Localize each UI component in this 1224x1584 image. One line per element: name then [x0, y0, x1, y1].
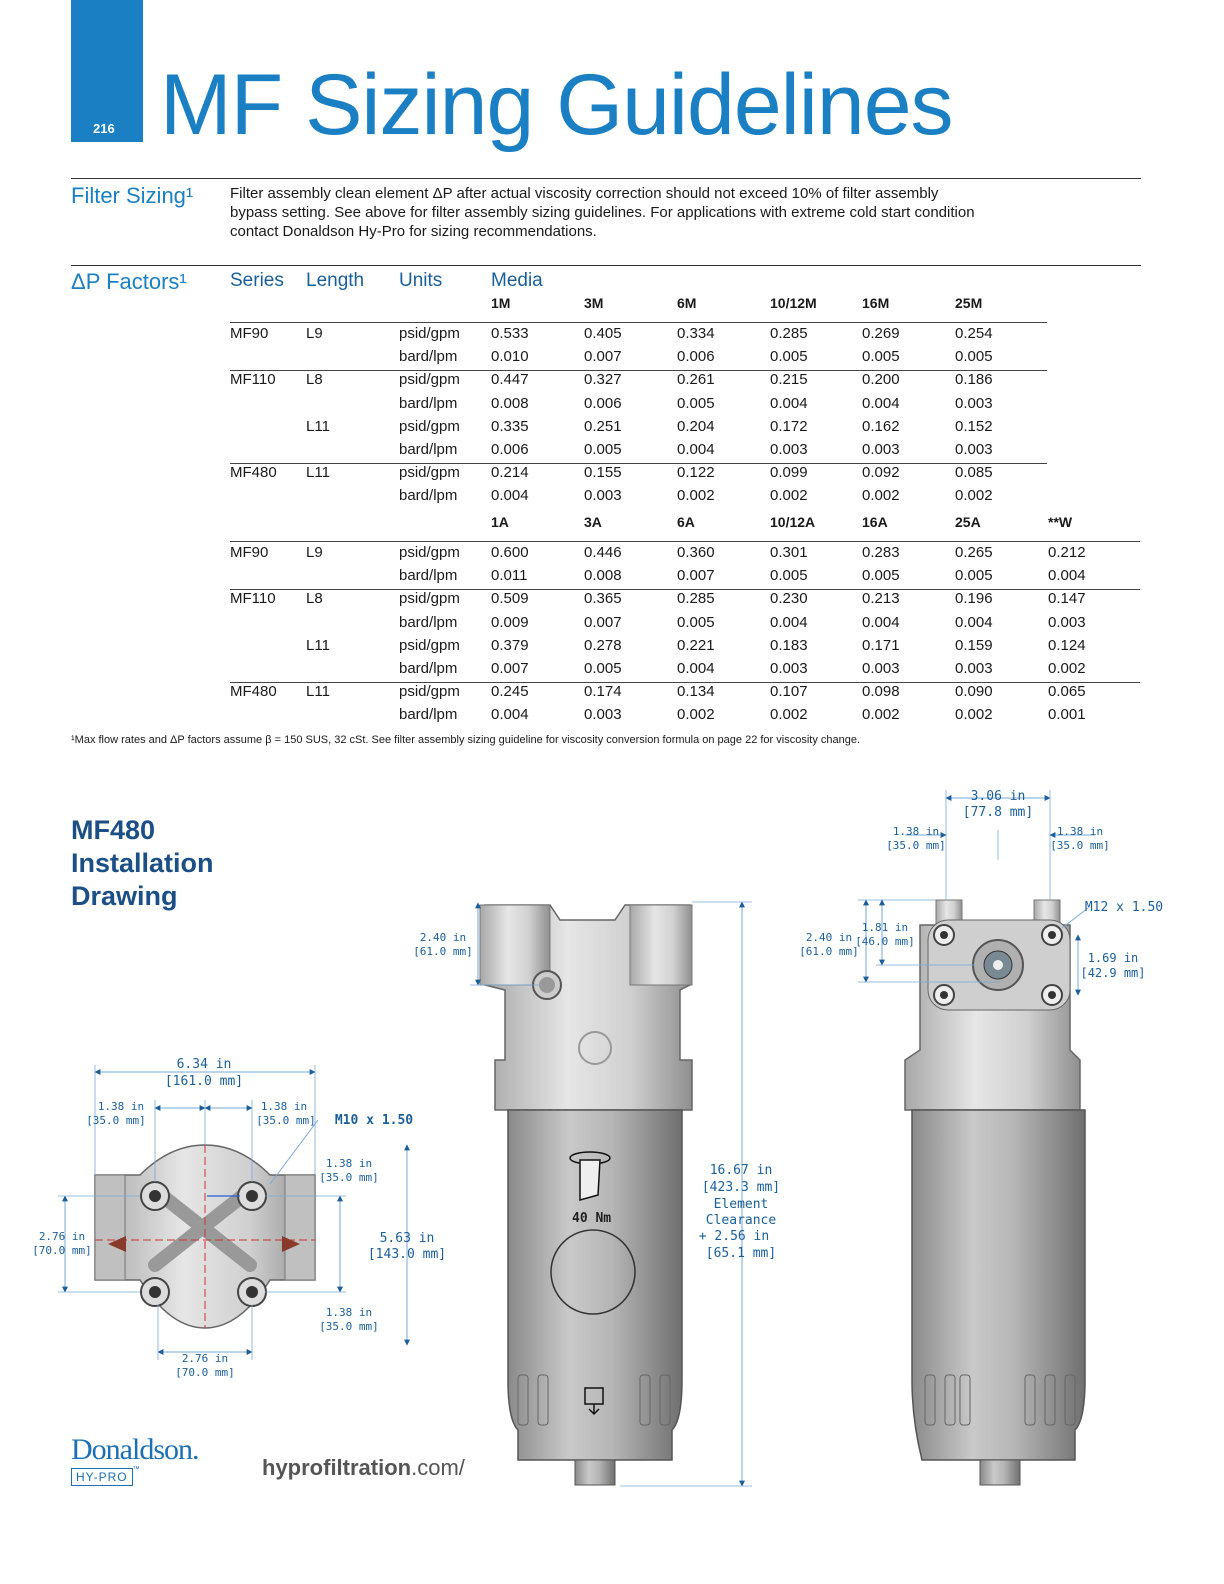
bolt-icon	[238, 1182, 266, 1210]
units-cell: bard/lpm	[399, 613, 458, 631]
length-cell: L11	[306, 683, 330, 701]
value-cell: 0.090	[955, 683, 993, 701]
dim-text: Element	[713, 1197, 769, 1212]
value-cell: 0.003	[1048, 613, 1086, 631]
value-cell: 0.600	[491, 544, 529, 561]
length-cell: L11	[306, 417, 330, 435]
value-cell: 0.003	[770, 660, 808, 677]
value-cell: 0.002	[955, 487, 993, 505]
value-cell: 0.085	[955, 464, 993, 482]
divider	[71, 178, 1141, 179]
dim-text: + 2.56 in	[698, 1229, 770, 1244]
value-cell: 0.196	[955, 590, 993, 608]
media-header: 16M	[862, 295, 890, 311]
dim-text: 1.81 in	[861, 921, 909, 934]
value-cell: 0.162	[862, 417, 900, 435]
value-cell: 0.447	[491, 371, 529, 389]
dim-text: [61.0 mm]	[413, 945, 473, 958]
bolt-icon	[141, 1278, 169, 1306]
value-cell: 0.278	[584, 636, 622, 654]
value-cell: 0.005	[770, 567, 808, 585]
dim-text: 2.76 in	[38, 1230, 86, 1243]
row-divider	[230, 541, 1140, 542]
value-cell: 0.002	[862, 706, 900, 724]
length-cell: L8	[306, 371, 323, 389]
units-cell: psid/gpm	[399, 371, 460, 389]
dim-text: [161.0 mm]	[164, 1074, 244, 1089]
value-cell: 0.186	[955, 371, 993, 389]
media-header: 3A	[584, 514, 602, 530]
value-cell: 0.002	[770, 487, 808, 505]
dim-text: [35.0 mm]	[319, 1171, 379, 1184]
dim-text: 5.63 in	[379, 1231, 435, 1246]
series-cell: MF480	[230, 683, 277, 701]
dim-text: 1.38 in	[325, 1306, 373, 1319]
value-cell: 0.172	[770, 417, 808, 435]
value-cell: 0.005	[677, 394, 715, 412]
length-cell: L9	[306, 544, 323, 561]
logo-wordmark: Donaldson.	[71, 1433, 199, 1466]
value-cell: 0.098	[862, 683, 900, 701]
value-cell: 0.003	[862, 441, 900, 458]
value-cell: 0.003	[955, 394, 993, 412]
value-cell: 0.265	[955, 544, 993, 561]
value-cell: 0.099	[770, 464, 808, 482]
series-cell: MF90	[230, 544, 269, 561]
website-link[interactable]	[262, 1455, 465, 1481]
value-cell: 0.004	[862, 613, 900, 631]
value-cell: 0.004	[491, 487, 529, 505]
torque-label: 40 Nm	[572, 1211, 612, 1226]
value-cell: 0.004	[862, 394, 900, 412]
value-cell: 0.008	[491, 394, 529, 412]
row-divider	[230, 322, 1047, 323]
installation-drawing	[0, 760, 1224, 1500]
dim-text: 6.34 in	[176, 1057, 232, 1072]
dim-text: 1.69 in	[1087, 951, 1139, 965]
media-header: 16A	[862, 514, 888, 530]
value-cell: 0.007	[584, 348, 622, 366]
units-cell: psid/gpm	[399, 325, 460, 342]
value-cell: 0.405	[584, 325, 622, 342]
dim-text: [46.0 mm]	[855, 935, 915, 948]
value-cell: 0.533	[491, 325, 529, 342]
value-cell: 0.003	[770, 441, 808, 458]
value-cell: 0.107	[770, 683, 808, 701]
dim-text: [35.0 mm]	[86, 1114, 146, 1127]
dim-text: 3.06 in	[970, 789, 1026, 804]
bolt-icon	[141, 1182, 169, 1210]
value-cell: 0.065	[1048, 683, 1086, 701]
value-cell: 0.379	[491, 636, 529, 654]
value-cell: 0.005	[677, 613, 715, 631]
dim-text: 1.38 in	[325, 1157, 373, 1170]
value-cell: 0.005	[862, 348, 900, 366]
dim-text: Clearance	[705, 1213, 777, 1228]
value-cell: 0.002	[677, 706, 715, 724]
dim-text: [42.9 mm]	[1080, 966, 1146, 980]
series-cell: MF110	[230, 371, 276, 389]
value-cell: 0.002	[677, 487, 715, 505]
value-cell: 0.174	[584, 683, 622, 701]
value-cell: 0.007	[677, 567, 715, 585]
value-cell: 0.215	[770, 371, 808, 389]
series-cell: MF90	[230, 325, 269, 342]
value-cell: 0.003	[955, 441, 993, 458]
value-cell: 0.003	[955, 660, 993, 677]
value-cell: 0.006	[584, 394, 622, 412]
value-cell: 0.285	[677, 590, 715, 608]
thread-label: M12 x 1.50	[1084, 900, 1164, 915]
value-cell: 0.006	[491, 441, 529, 458]
value-cell: 0.171	[862, 636, 900, 654]
bolt-icon	[1042, 985, 1062, 1005]
page-title: MF Sizing Guidelines	[160, 57, 953, 153]
value-cell: 0.269	[862, 325, 900, 342]
dp-factors-label: ΔP Factors¹	[71, 269, 187, 294]
value-cell: 0.134	[677, 683, 715, 701]
value-cell: 0.002	[1048, 660, 1086, 677]
dim-text: 2.40 in	[805, 931, 853, 944]
value-cell: 0.285	[770, 325, 808, 342]
value-cell: 0.446	[584, 544, 622, 561]
media-header: 25M	[955, 295, 983, 311]
units-cell: psid/gpm	[399, 464, 460, 482]
col-media: Media	[491, 270, 543, 291]
col-series: Series	[230, 270, 284, 291]
value-cell: 0.005	[584, 441, 622, 458]
value-cell: 0.004	[677, 441, 715, 458]
dim-text: 2.40 in	[419, 931, 467, 944]
dim-text: 1.38 in	[97, 1100, 145, 1113]
value-cell: 0.261	[677, 371, 715, 389]
dim-text: [143.0 mm]	[367, 1247, 447, 1262]
donaldson-logo	[71, 1434, 199, 1486]
value-cell: 0.221	[677, 636, 715, 654]
value-cell: 0.283	[862, 544, 900, 561]
footnote: ¹Max flow rates and ΔP factors assume β = 150 SUS, 32 cSt. See filter assembly sizing guideline for viscosity conversion formula on page 22 for viscosity change.	[71, 734, 861, 746]
value-cell: 0.003	[862, 660, 900, 677]
value-cell: 0.002	[955, 706, 993, 724]
value-cell: 0.005	[955, 348, 993, 366]
media-header: 10/12M	[770, 295, 817, 311]
units-cell: bard/lpm	[399, 348, 458, 366]
value-cell: 0.365	[584, 590, 622, 608]
row-divider	[230, 463, 1047, 464]
bolt-icon	[934, 925, 954, 945]
bolt-icon	[1042, 925, 1062, 945]
media-header: 25A	[955, 514, 981, 530]
url-tld: .com/	[411, 1455, 465, 1480]
series-cell: MF480	[230, 464, 277, 482]
media-header: 10/12A	[770, 514, 816, 530]
dim-text: [77.8 mm]	[962, 805, 1034, 820]
media-header: 6M	[677, 295, 697, 311]
units-cell: bard/lpm	[399, 706, 458, 724]
units-cell: bard/lpm	[399, 394, 458, 412]
value-cell: 0.008	[584, 567, 622, 585]
value-cell: 0.155	[584, 464, 622, 482]
logo-tm: ™	[132, 1466, 140, 1473]
units-cell: psid/gpm	[399, 683, 460, 701]
value-cell: 0.001	[1048, 706, 1086, 724]
side-view	[858, 790, 1095, 1485]
dim-text: 16.67 in	[709, 1163, 773, 1178]
value-cell: 0.122	[677, 464, 715, 482]
value-cell: 0.214	[491, 464, 529, 482]
value-cell: 0.004	[1048, 567, 1086, 585]
filter-sizing-text: Filter assembly clean element ΔP after actual viscosity correction should not exceed 10% of filter assembly bypass setting. See above for filter assembly sizing guidelines. For applications with extreme cold start condition contact Donaldson Hy-Pro for sizing recommendations.	[230, 185, 975, 240]
value-cell: 0.212	[1048, 544, 1086, 561]
value-cell: 0.251	[584, 417, 622, 435]
value-cell: 0.334	[677, 325, 715, 342]
logo-sub: HY-PRO	[71, 1468, 133, 1486]
series-cell: MF110	[230, 590, 276, 608]
dim-text: 2.76 in	[181, 1352, 229, 1365]
media-header: 6A	[677, 514, 695, 530]
value-cell: 0.147	[1048, 590, 1086, 608]
dim-text: [35.0 mm]	[1050, 839, 1110, 852]
dim-text: [70.0 mm]	[175, 1366, 235, 1379]
units-cell: psid/gpm	[399, 544, 460, 561]
units-cell: psid/gpm	[399, 636, 460, 654]
row-divider	[230, 370, 1047, 371]
value-cell: 0.007	[491, 660, 529, 677]
value-cell: 0.004	[770, 613, 808, 631]
value-cell: 0.006	[677, 348, 715, 366]
value-cell: 0.204	[677, 417, 715, 435]
value-cell: 0.200	[862, 371, 900, 389]
length-cell: L11	[306, 636, 330, 654]
dim-text: [61.0 mm]	[799, 945, 859, 958]
media-header: 1M	[491, 295, 511, 311]
length-cell: L9	[306, 325, 323, 342]
dim-text: [35.0 mm]	[319, 1320, 379, 1333]
page-number: 216	[93, 121, 115, 136]
media-header: **W	[1048, 514, 1073, 530]
value-cell: 0.092	[862, 464, 900, 482]
value-cell: 0.007	[584, 613, 622, 631]
value-cell: 0.005	[955, 567, 993, 585]
value-cell: 0.005	[770, 348, 808, 366]
value-cell: 0.335	[491, 417, 529, 435]
value-cell: 0.245	[491, 683, 529, 701]
value-cell: 0.124	[1048, 636, 1086, 654]
units-cell: psid/gpm	[399, 590, 460, 608]
col-units: Units	[399, 270, 443, 291]
dim-text: 1.38 in	[1056, 825, 1104, 838]
units-cell: psid/gpm	[399, 417, 460, 435]
value-cell: 0.011	[491, 567, 528, 585]
thread-label: M10 x 1.50	[334, 1113, 414, 1128]
dim-text: 1.38 in	[892, 825, 940, 838]
filter-sizing-label: Filter Sizing¹	[71, 183, 194, 208]
dim-text: [70.0 mm]	[32, 1244, 92, 1257]
dim-text: [423.3 mm]	[701, 1180, 781, 1195]
value-cell: 0.230	[770, 590, 808, 608]
units-cell: bard/lpm	[399, 487, 458, 505]
bolt-icon	[238, 1278, 266, 1306]
value-cell: 0.002	[770, 706, 808, 724]
dim-text: [35.0 mm]	[886, 839, 946, 852]
value-cell: 0.003	[584, 706, 622, 724]
value-cell: 0.360	[677, 544, 715, 561]
length-cell: L11	[306, 464, 330, 482]
value-cell: 0.301	[770, 544, 808, 561]
value-cell: 0.010	[491, 348, 529, 366]
units-cell: bard/lpm	[399, 567, 458, 585]
value-cell: 0.254	[955, 325, 993, 342]
media-header: 3M	[584, 295, 604, 311]
bolt-icon	[934, 985, 954, 1005]
units-cell: bard/lpm	[399, 441, 458, 458]
value-cell: 0.159	[955, 636, 993, 654]
col-length: Length	[306, 270, 365, 291]
dim-text: [35.0 mm]	[256, 1114, 316, 1127]
value-cell: 0.005	[862, 567, 900, 585]
port-icon	[973, 940, 1023, 990]
units-cell: bard/lpm	[399, 660, 458, 677]
value-cell: 0.002	[862, 487, 900, 505]
value-cell: 0.009	[491, 613, 529, 631]
media-header: 1A	[491, 514, 509, 530]
value-cell: 0.004	[955, 613, 993, 631]
divider	[71, 265, 1141, 266]
value-cell: 0.213	[862, 590, 900, 608]
value-cell: 0.004	[677, 660, 715, 677]
value-cell: 0.005	[584, 660, 622, 677]
value-cell: 0.327	[584, 371, 622, 389]
value-cell: 0.152	[955, 417, 993, 435]
dim-text: [65.1 mm]	[705, 1246, 777, 1261]
value-cell: 0.183	[770, 636, 808, 654]
value-cell: 0.004	[770, 394, 808, 412]
length-cell: L8	[306, 590, 323, 608]
dim-text: 1.38 in	[260, 1100, 308, 1113]
drawing-title: MF480 Installation Drawing	[71, 815, 214, 911]
value-cell: 0.004	[491, 706, 529, 724]
value-cell: 0.509	[491, 590, 529, 608]
value-cell: 0.003	[584, 487, 622, 505]
url-domain: hyprofiltration	[262, 1455, 412, 1480]
